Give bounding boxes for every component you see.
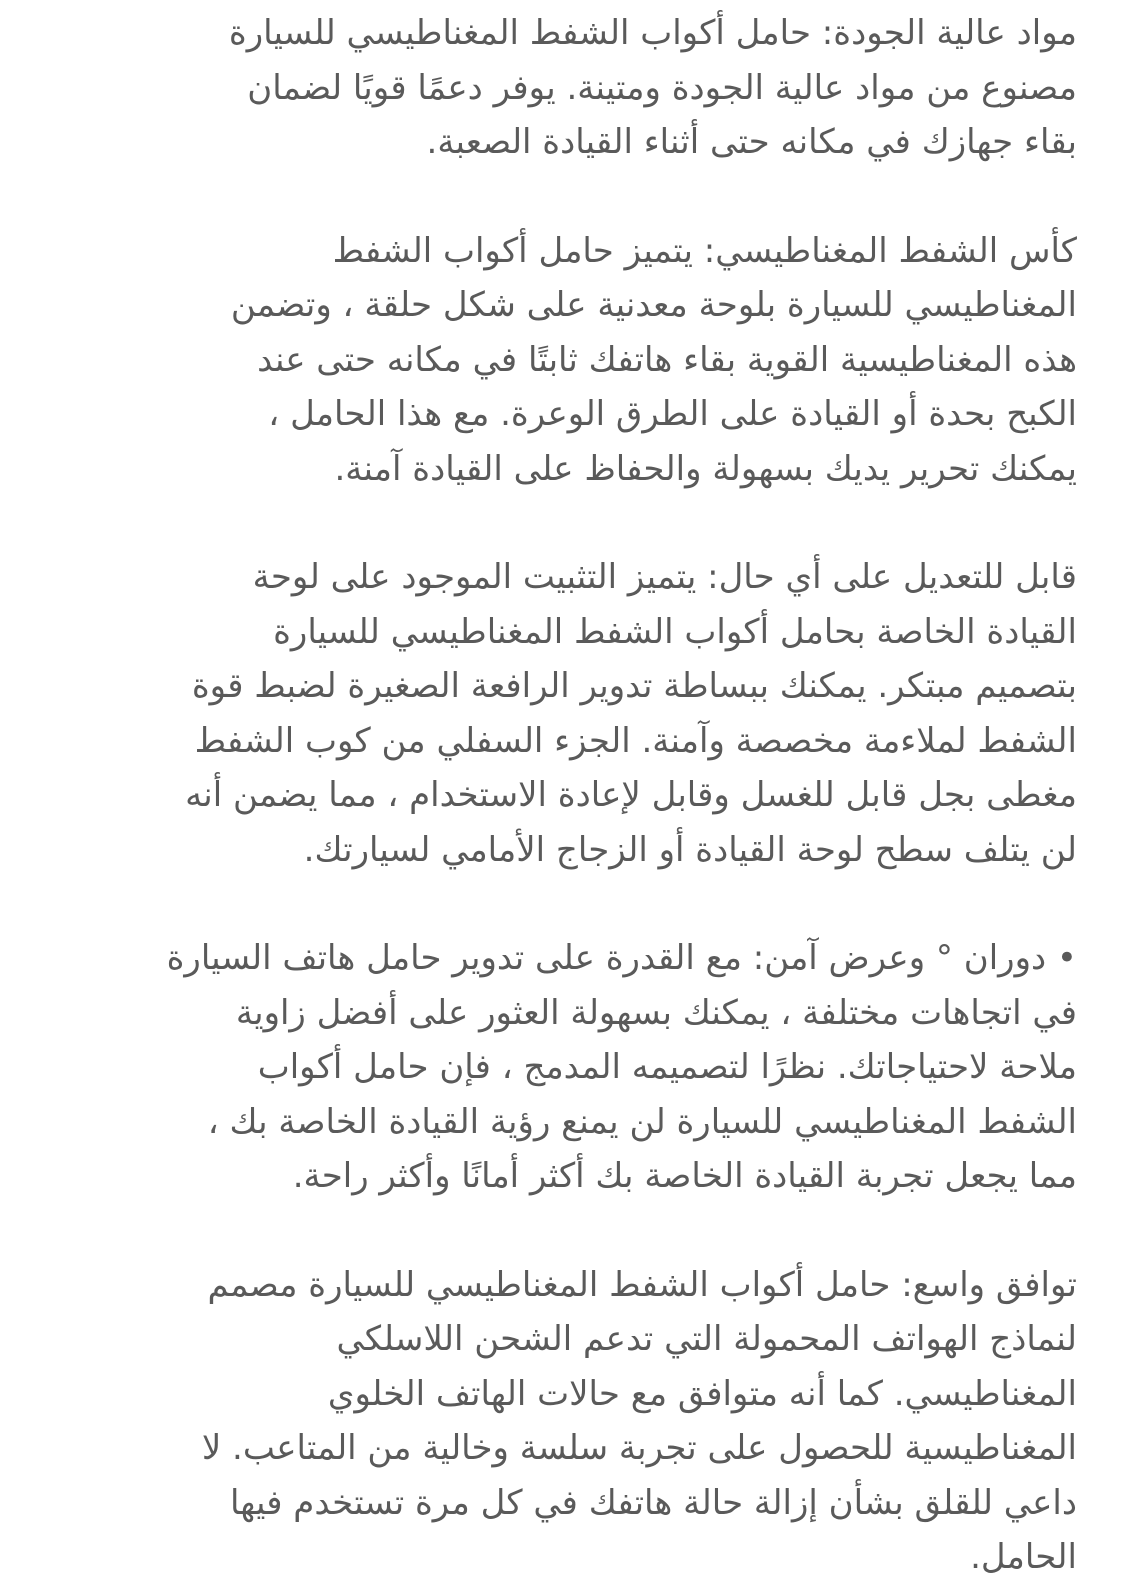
paragraph-high-quality-materials [22, 6, 1077, 170]
text-line: المغناطيسي للسيارة بلوحة معدنية على شكل حلقة ، وتضمن [230, 285, 1077, 325]
document-body [22, 6, 1077, 1585]
text-line: مما يجعل تجربة القيادة الخاصة بك أكثر أمانًا وأكثر راحة. [292, 1156, 1077, 1196]
text-line: لن يتلف سطح لوحة القيادة أو الزجاج الأمامي لسيارتك. [303, 829, 1077, 870]
text-line: بقاء جهازك في مكانه حتى أثناء القيادة الصعبة. [426, 122, 1077, 162]
paragraph-rotation-safe-view [22, 931, 1077, 1204]
paragraph-wide-compatibility [22, 1258, 1077, 1585]
text-line: • دوران ° وعرض آمن: مع القدرة على تدوير حامل هاتف السيارة [166, 938, 1077, 978]
text-line: في اتجاهات مختلفة ، يمكنك بسهولة العثور على أفضل زاوية [235, 992, 1077, 1033]
text-line: توافق واسع: حامل أكواب الشفط المغناطيسي للسيارة مصمم [207, 1264, 1077, 1305]
text-line: بتصميم مبتكر. يمكنك ببساطة تدوير الرافعة الصغيرة لضبط قوة [191, 666, 1077, 706]
text-line: الكبح بحدة أو القيادة على الطرق الوعرة. مع هذا الحامل ، [268, 394, 1077, 434]
text-line: الشفط المغناطيسي للسيارة لن يمنع رؤية القيادة الخاصة بك ، [207, 1101, 1077, 1142]
text-line: القيادة الخاصة بحامل أكواب الشفط المغناطيسي للسيارة [273, 611, 1077, 652]
text-line: المغناطيسية للحصول على تجربة سلسة وخالية من المتاعب. لا [201, 1428, 1077, 1468]
text-line: مصنوع من مواد عالية الجودة ومتينة. يوفر دعمًا قويًا لضمان [247, 67, 1077, 108]
text-line: الحامل. [970, 1537, 1077, 1577]
paragraph-magnetic-suction-cup [22, 224, 1077, 497]
text-line: قابل للتعديل على أي حال: يتميز التثبيت الموجود على لوحة [252, 557, 1077, 597]
text-line: مواد عالية الجودة: حامل أكواب الشفط المغناطيسي للسيارة [228, 13, 1077, 53]
text-line: كأس الشفط المغناطيسي: يتميز حامل أكواب الشفط [332, 230, 1077, 271]
text-line: داعي للقلق بشأن إزالة حالة هاتفك في كل مرة تستخدم فيها [229, 1482, 1077, 1523]
text-line: ملاحة لاحتياجاتك. نظرًا لتصميمه المدمج ، فإن حامل أكواب [257, 1047, 1077, 1087]
text-line: لنماذج الهواتف المحمولة التي تدعم الشحن اللاسلكي [336, 1319, 1077, 1359]
text-line: المغناطيسي. كما أنه متوافق مع حالات الهاتف الخلوي [327, 1373, 1077, 1414]
text-line: مغطى بجل قابل للغسل وقابل لإعادة الاستخدام ، مما يضمن أنه [185, 775, 1077, 815]
text-line: الشفط لملاءمة مخصصة وآمنة. الجزء السفلي من كوب الشفط [194, 720, 1077, 761]
text-line: هذه المغناطيسية القوية بقاء هاتفك ثابتًا في مكانه حتى عند [257, 339, 1077, 380]
paragraph-adjustable [22, 550, 1077, 877]
text-line: يمكنك تحرير يديك بسهولة والحفاظ على القيادة آمنة. [334, 448, 1077, 489]
